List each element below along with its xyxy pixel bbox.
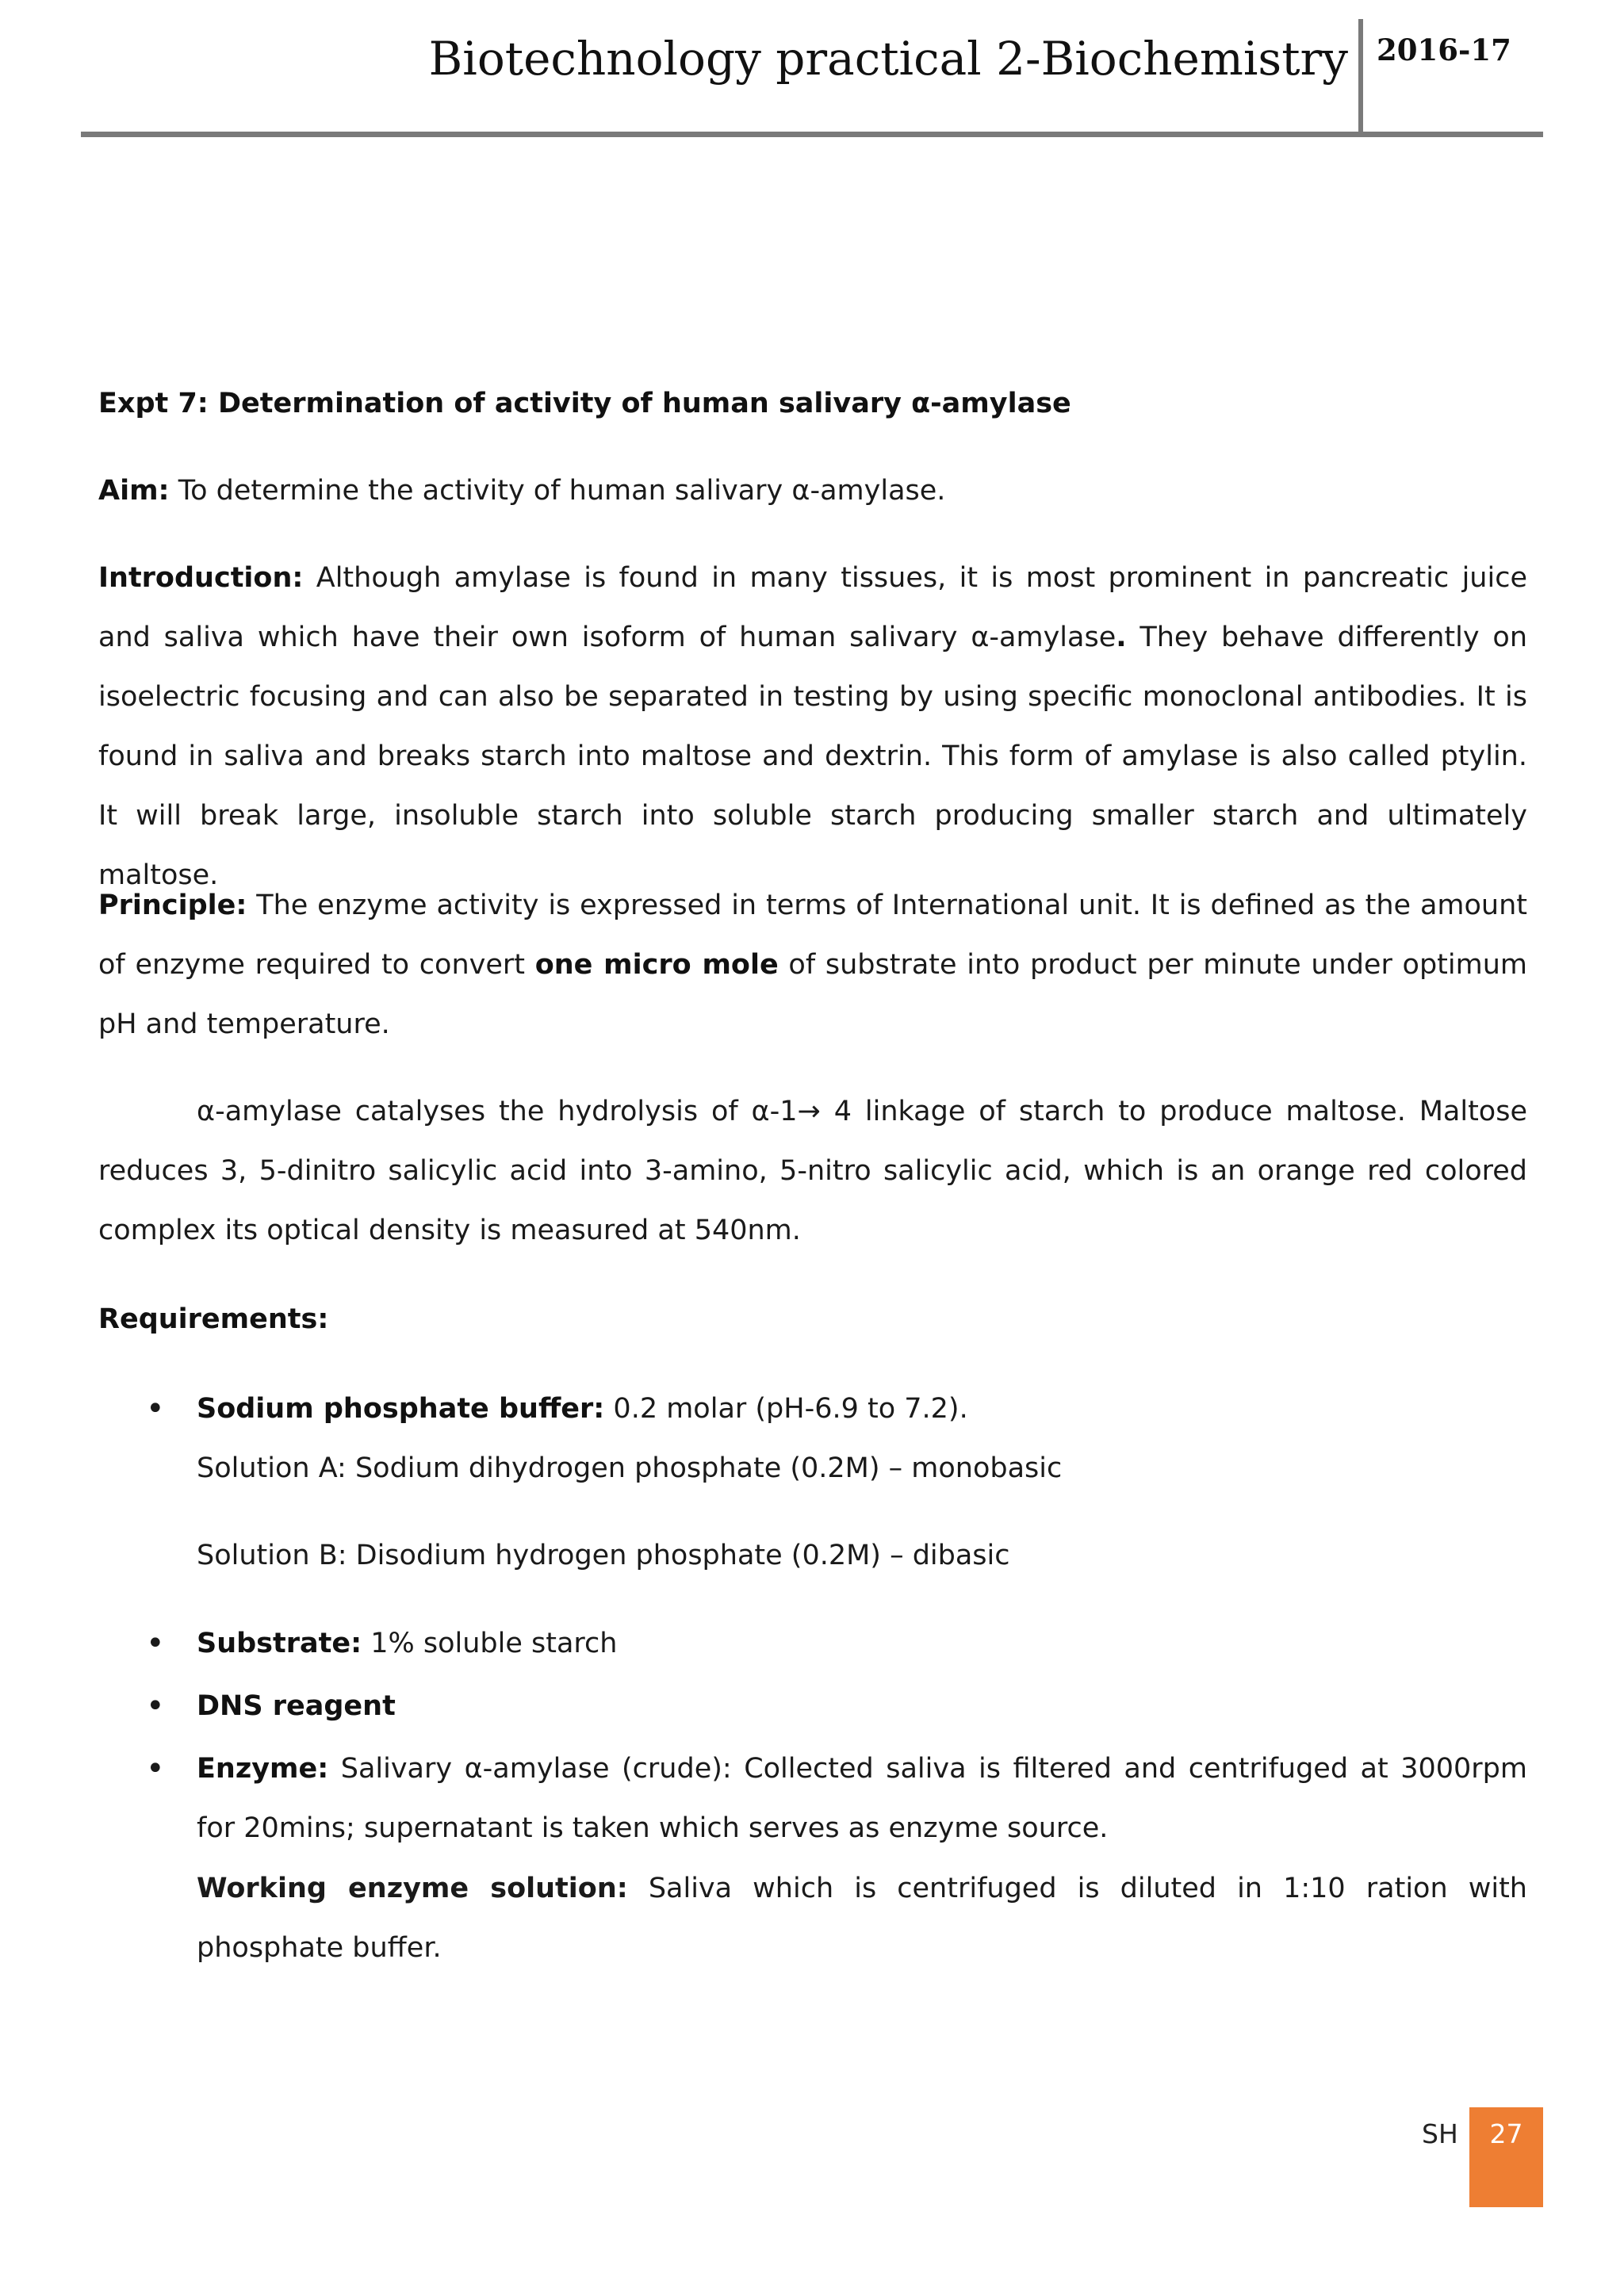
header-divider-vertical [1358,19,1363,136]
solution-b-text: Solution B: Disodium hydrogen phosphate (0.2M) – dibasic [197,1540,1010,1571]
header-title: Biotechnology practical 2-Biochemistry [428,32,1348,86]
introduction-label: Introduction: [98,562,304,594]
principle-label: Principle: [98,890,247,921]
aim-label: Aim: [98,475,170,507]
principle-reaction-paragraph: α-amylase catalyses the hydrolysis of α-1→ 4 linkage of starch to produce maltose. Maltose reduces 3, 5-dinitro salicylic acid into 3-amino, 5-nitro salicylic acid, which is an orange red colored complex its optical density is measured at 540nm. [98,1096,1527,1246]
aim-paragraph [98,461,1527,521]
bullet-icon: • [146,1625,165,1662]
header-divider-horizontal [81,132,1543,137]
working-enzyme-text: Working enzyme solution: Saliva which is centrifuged is diluted in 1:10 ration with phosphate buffer. [197,1873,1527,1964]
bullet-icon: • [146,1688,165,1724]
header-year: 2016-17 [1377,33,1511,67]
bullet-icon: • [146,1751,165,1787]
requirements-heading: Requirements: [98,1303,329,1335]
arrow-icon: → [797,1096,821,1127]
aim-text: To determine the activity of human salivary α-amylase. [169,475,946,507]
experiment-title: Expt 7: Determination of activity of human salivary α-amylase [98,388,1071,419]
introduction-paragraph: Introduction: Although amylase is found in many tissues, it is most prominent in pancreatic juice and saliva which have their own isoform of human salivary α-amylase. They behave differently on isoelectric focusing and can also be separated in testing by using specific monoclonal antibodies. It is found in saliva and breaks starch into maltose and dextrin. This form of amylase is also called ptylin. It will break large, insoluble starch into soluble starch producing smaller starch and ultimately maltose. [98,562,1528,891]
page-number-badge: 27 [1469,2107,1543,2207]
solution-a-text: Solution A: Sodium dihydrogen phosphate (0.2M) – monobasic [197,1452,1063,1484]
principle-paragraph: Principle: The enzyme activity is expressed in terms of International unit. It is defined as the amount of enzyme required to convert one micro mole of substrate into product per minute under optimum pH and temperature. [98,890,1528,1040]
bullet-icon: • [146,1391,165,1427]
footer-author: SH [1422,2118,1458,2149]
